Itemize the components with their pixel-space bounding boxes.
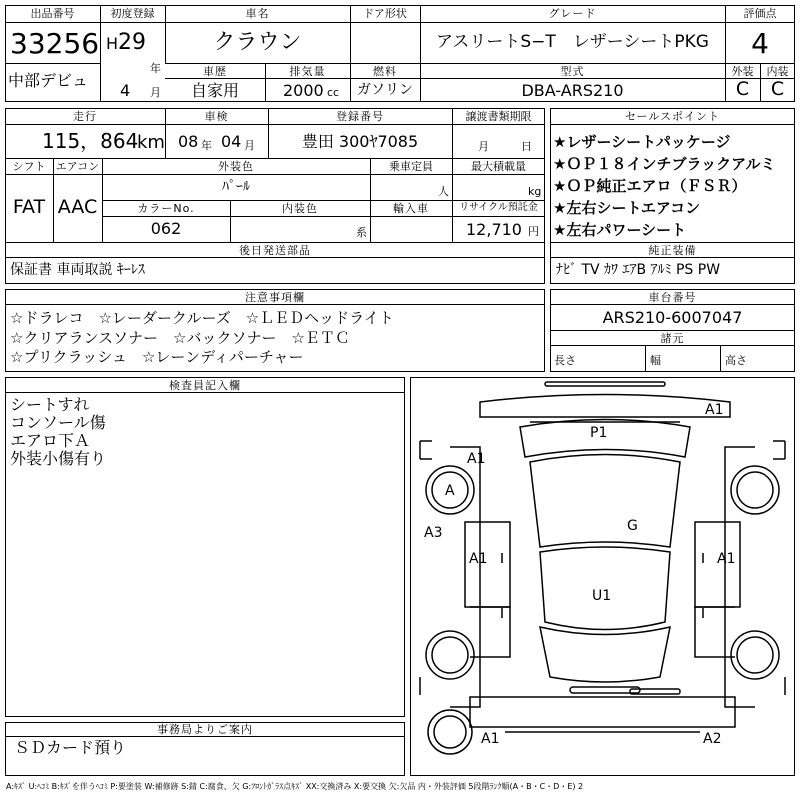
aircon-label: エアコン <box>55 160 100 173</box>
interior-grade: C <box>770 78 785 100</box>
max-load-unit: kg <box>528 185 542 198</box>
fuel: ガソリン <box>357 82 413 98</box>
displacement: 2000 <box>283 81 324 100</box>
mileage-label: 走行 <box>73 110 97 123</box>
transfer-month: 月 <box>478 140 489 153</box>
exterior-label: 外装 <box>731 65 754 78</box>
aircon: AAC <box>57 196 98 218</box>
caution-label: 注意事項欄 <box>245 291 305 304</box>
inspector-label: 検査員記入欄 <box>169 379 241 392</box>
width-label: 幅 <box>650 354 661 367</box>
sales-points-label: セールスポイント <box>624 110 720 123</box>
inspection-month: 04 <box>221 132 242 151</box>
lot-number: 33256 <box>10 27 100 60</box>
damage-mark: G <box>627 518 638 534</box>
score-label: 評価点 <box>743 7 777 20</box>
office-note: ＳＤカード預り <box>14 738 127 757</box>
length-label: 長さ <box>554 354 576 367</box>
import-label: 輸入車 <box>393 202 429 215</box>
interior-label: 内装 <box>766 65 789 78</box>
caution-line: ☆プリクラッシュ ☆レーンディパーチャー <box>10 348 304 366</box>
registration-year: 29 <box>118 30 146 55</box>
damage-mark: A1 <box>481 731 500 747</box>
registration-number: 豊田 300ﾔ7085 <box>301 132 419 151</box>
sales-point: ★レザーシートパッケージ <box>553 133 731 151</box>
shift-label: シフト <box>12 160 46 173</box>
car-name: クラウン <box>213 30 302 55</box>
inspection-month-unit: 月 <box>244 139 255 152</box>
equipment-label: 純正装備 <box>648 244 697 257</box>
recycle-label: リサイクル預託金 <box>459 202 538 213</box>
model: DBA-ARS210 <box>521 81 624 100</box>
exterior-grade: C <box>735 78 750 100</box>
damage-mark: A1 <box>705 402 724 418</box>
score: 4 <box>751 27 769 60</box>
recycle-unit: 円 <box>528 225 539 238</box>
office-label: 事務局よりご案内 <box>157 723 253 736</box>
month-unit: 月 <box>150 86 161 99</box>
capacity-label: 乗車定員 <box>389 160 433 173</box>
later-docs: 保証書 車両取説 ｷｰﾚｽ <box>10 262 145 278</box>
door-type-label: ドア形状 <box>363 7 407 20</box>
inspection-label: 車検 <box>204 110 229 123</box>
capacity-unit: 人 <box>438 185 449 198</box>
mileage-unit: km <box>137 132 165 153</box>
damage-mark: A2 <box>703 731 722 747</box>
recycle-fee: 12,710 <box>466 220 522 239</box>
height-label: 高さ <box>725 354 747 367</box>
chassis-label: 車台番号 <box>648 291 697 304</box>
exterior-color-label: 外装色 <box>218 160 254 173</box>
equipment: ﾅﾋﾞ TV ｶﾜ ｴｱB ｱﾙﾐ PS PW <box>556 262 721 278</box>
sales-point: ★左右シートエアコン <box>553 199 701 217</box>
mileage: 115，864 <box>42 129 139 153</box>
displacement-label: 排気量 <box>289 65 326 78</box>
chassis-number: ARS210-6007047 <box>602 308 743 327</box>
max-load-label: 最大積載量 <box>471 160 526 173</box>
inspection-year: 08 <box>178 132 199 151</box>
damage-mark: P1 <box>590 425 608 441</box>
era: H <box>106 34 119 53</box>
fuel-label: 燃料 <box>373 65 397 78</box>
caution-line: ☆クリアランスソナー ☆バックソナー ☆ＥＴＣ <box>10 329 350 347</box>
transfer-deadline-label: 譲渡書類期限 <box>465 110 532 123</box>
inspection-year-unit: 年 <box>201 139 212 152</box>
later-docs-label: 後日発送部品 <box>239 244 311 257</box>
history: 自家用 <box>190 81 239 100</box>
color-number: 062 <box>150 219 182 238</box>
sales-point: ★左右パワーシート <box>553 221 687 239</box>
specs-label: 諸元 <box>660 332 685 345</box>
inspector-note: エアロ下Ａ <box>10 431 91 450</box>
model-label: 型式 <box>560 65 585 78</box>
grade-label: グレード <box>548 7 597 20</box>
registration-number-label: 登録番号 <box>336 110 384 123</box>
damage-mark: A1 <box>469 551 488 567</box>
damage-mark: U1 <box>592 588 612 604</box>
debut-label: 中部デビュ <box>8 71 89 90</box>
damage-mark: A <box>445 483 455 499</box>
exterior-color: ﾊﾟｰﾙ <box>222 179 250 195</box>
lot-number-label: 出品番号 <box>30 7 75 20</box>
shift: FAT <box>12 196 46 218</box>
history-label: 車歴 <box>203 65 227 78</box>
sales-point: ★ＯＰ１８インチブラックアルミ <box>553 155 776 173</box>
damage-mark: A3 <box>424 525 443 541</box>
inspector-note: シートすれ <box>10 395 90 414</box>
inspector-note: 外装小傷有り <box>10 449 107 468</box>
grade: アスリートS−T レザーシートPKG <box>436 32 709 52</box>
year-unit: 年 <box>150 62 161 75</box>
interior-color-label: 内装色 <box>282 202 318 215</box>
car-name-label: 車名 <box>245 7 270 20</box>
caution-line: ☆ドラレコ ☆レーダークルーズ ☆ＬＥＤヘッドライト <box>10 309 394 327</box>
transfer-day: 日 <box>521 140 532 153</box>
inspector-note: コンソール傷 <box>10 413 106 432</box>
sales-point: ★ＯＰ純正エアロ（ＦＳＲ） <box>553 177 747 195</box>
damage-mark: A1 <box>467 451 486 467</box>
legend: A:ｷｽﾞ U:ﾍｺﾐ B:ｷｽﾞを伴うﾍｺﾐ P:要塗装 W:補修跡 S:錆 C:腐食、欠 G:ﾌﾛﾝﾄｶﾞﾗｽ点ｷｽﾞ XX:交換済み X:要交換 欠:欠品 内・外装評価 5段階ﾗﾝｸ順(A・B・C・D・E) 2 <box>6 782 584 791</box>
displacement-unit: cc <box>327 86 340 99</box>
registration-month: 4 <box>120 81 131 100</box>
interior-color-unit: 系 <box>356 226 367 239</box>
damage-mark: A1 <box>717 551 736 567</box>
first-registration-label: 初度登録 <box>110 7 155 20</box>
color-number-label: カラーNo. <box>137 202 195 215</box>
